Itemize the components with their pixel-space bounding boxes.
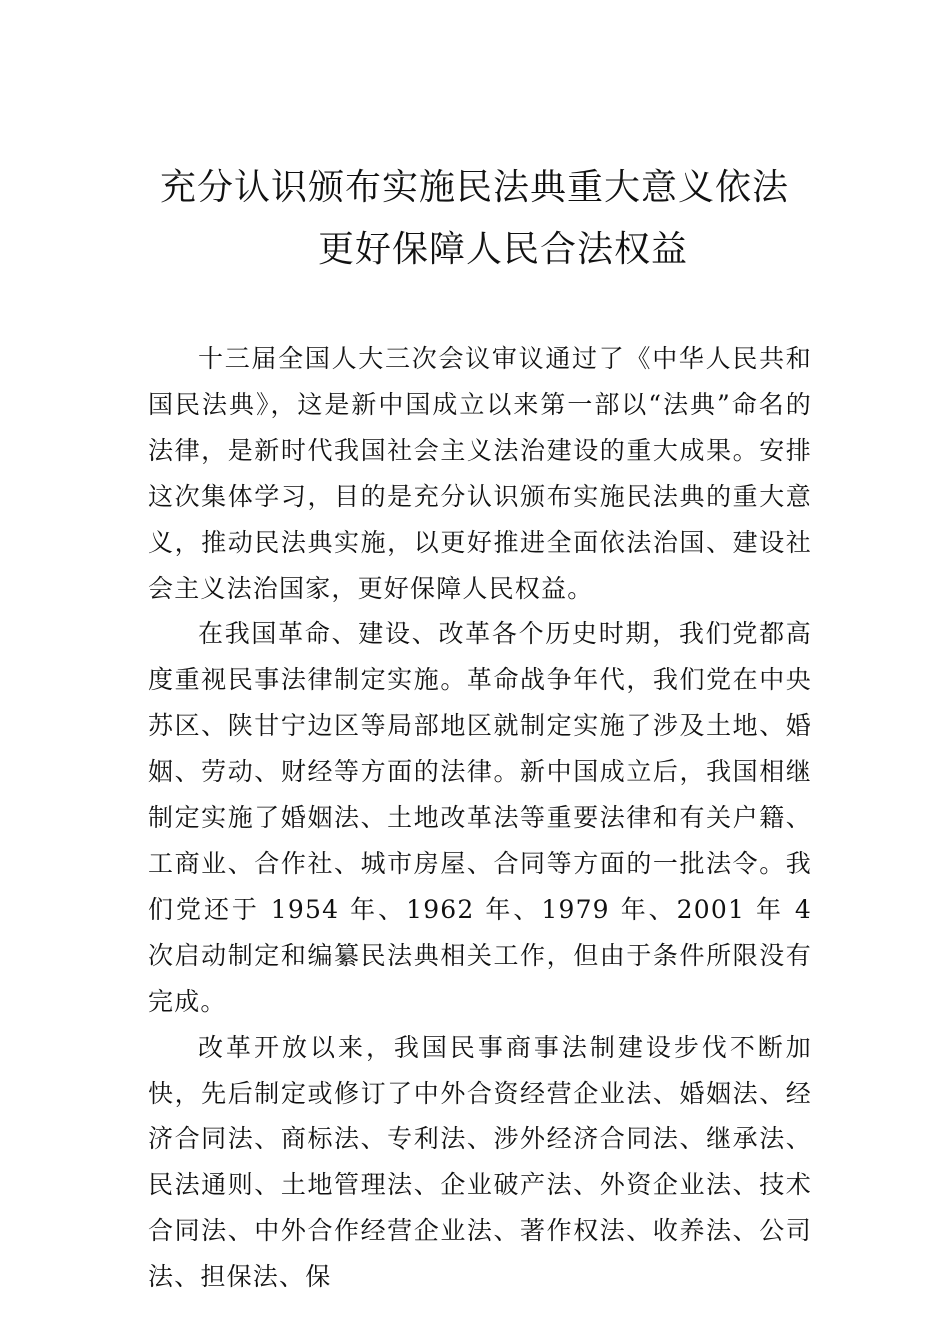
document-body: [148, 336, 812, 1300]
paragraph-1: 十三届全国人大三次会议审议通过了《中华人民共和国民法典》，这是新中国成立以来第一部以“法典”命名的法律，是新时代我国社会主义法治建设的重大成果。安排这次集体学习，目的是充分认识颁布实施民法典的重大意义，推动民法典实施，以更好推进全面依法治国、建设社会主义法治国家，更好保障人民权益。: [148, 344, 812, 603]
paragraph-3: 改革开放以来，我国民事商事法制建设步伐不断加快，先后制定或修订了中外合资经营企业法、婚姻法、经济合同法、商标法、专利法、涉外经济合同法、继承法、民法通则、土地管理法、企业破产法、外资企业法、技术合同法、中外合作经营企业法、著作权法、收养法、公司法、担保法、保: [148, 1032, 812, 1292]
document-title-line-1: 充分认识颁布实施民法典重大意义依法: [160, 167, 790, 208]
document-title-line-2: 更好保障人民合法权益: [318, 229, 689, 270]
paragraph-2: 在我国革命、建设、改革各个历史时期，我们党都高度重视民事法律制定实施。革命战争年代，我们党在中央苏区、陕甘宁边区等局部地区就制定实施了涉及土地、婚姻、劳动、财经等方面的法律。新中国成立后，我国相继制定实施了婚姻法、土地改革法等重要法律和有关户籍、工商业、合作社、城市房屋、合同等方面的一批法令。我们党还于 1954 年、1962 年、1979 年、2001 年 4 次启动制定和编纂民法典相关工作，但由于条件所限没有完成。: [148, 619, 812, 1016]
